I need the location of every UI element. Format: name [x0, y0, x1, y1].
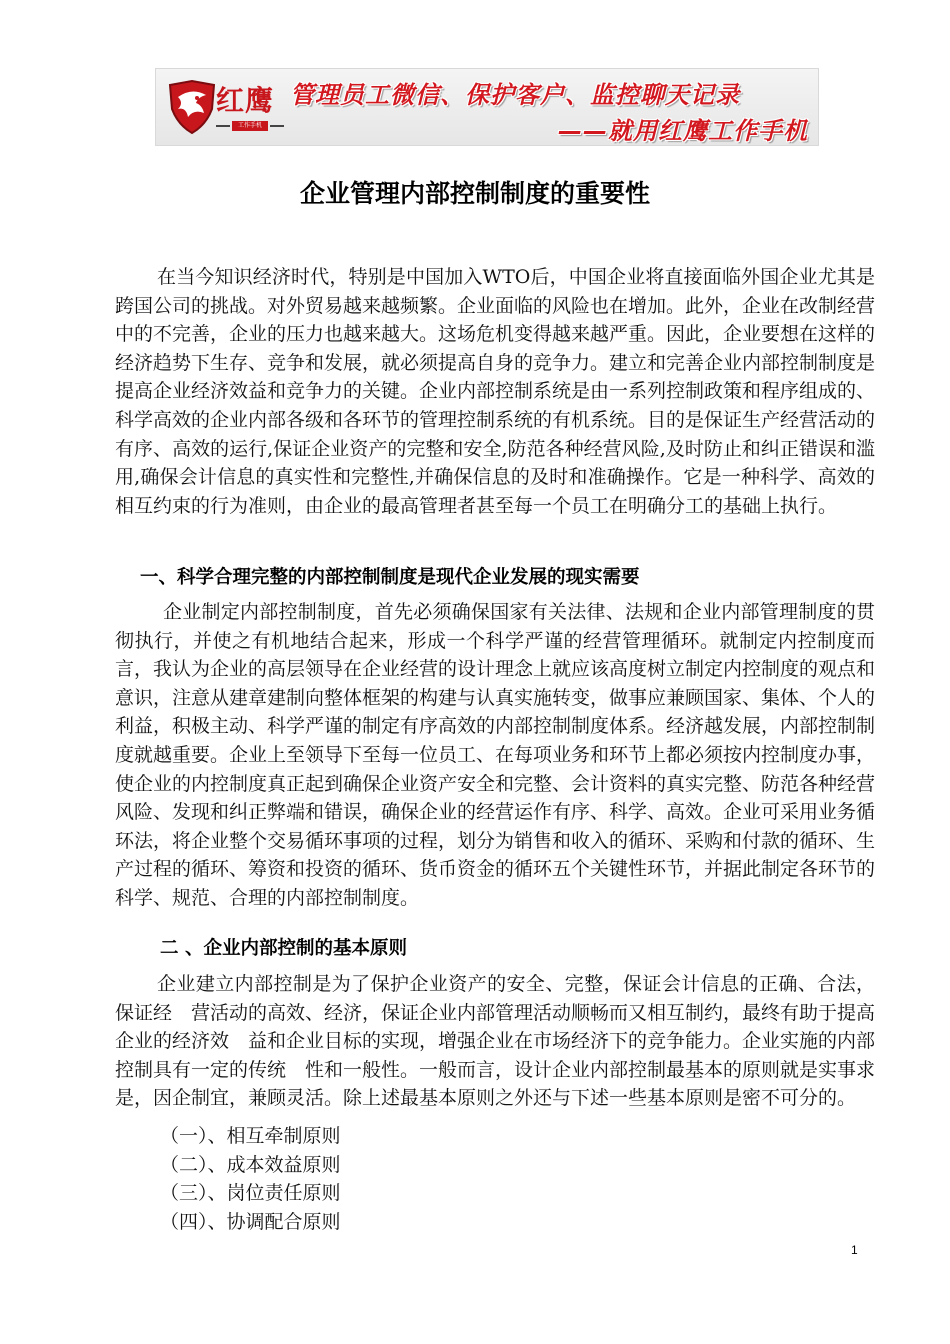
- ad-banner[interactable]: [155, 68, 819, 146]
- principles-list: [160, 1122, 341, 1236]
- section-2-paragraph: 企业建立内部控制是为了保护企业资产的安全、完整，保证会计信息的正确、合法，保证经 营活动的高效、经济，保证企业内部管理活动顺畅而又相互制约，最终有助于提高企业的经济效 益和企业目标的实现，增强企业在市场经济下的竞争能力。企业实施的内部控制具有一定的传统 性和一般性。一般而言，设计企业内部控制最基本的原则就是实事求是，因企制宜，兼顾灵活。除上述最基本原则之外还与下述一些基本原则是密不可分的。: [115, 973, 876, 1110]
- brand-tagline: 工作手机: [232, 121, 268, 131]
- banner-slogan-line2: ——就用红鹰工作手机: [558, 117, 808, 145]
- banner-slogan-line1: 管理员工微信、保护客户、监控聊天记录: [290, 81, 740, 109]
- list-item: （三）、岗位责任原则: [160, 1182, 341, 1205]
- intro-paragraph: 在当今知识经济时代，特别是中国加入WTO后，中国企业将直接面临外国企业尤其是跨国公司的挑战。对外贸易越来越频繁。企业面临的风险也在增加。此外，企业在改制经营中的不完善，企业的压力也越来越大。这场危机变得越来越严重。因此，企业要想在这样的经济趋势下生存、竞争和发展，就必须提高自身的竞争力。建立和完善企业内部控制制度是提高企业经济效益和竞争力的关键。企业内部控制系统是由一系列控制政策和程序组成的、科学高效的企业内部各级和各环节的管理控制系统的有机系统。目的是保证生产经营活动的有序、高效的运行,保证企业资产的完整和安全,防范各种经营风险,及时防止和纠正错误和滥用,确保会计信息的真实性和完整性,并确保信息的及时和准确操作。它是一种科学、高效的相互约束的行为准则，由企业的最高管理者甚至每一个员工在明确分工的基础上执行。: [115, 266, 876, 517]
- list-item: （一）、相互牵制原则: [160, 1125, 341, 1147]
- section-1-heading: 一、科学合理完整的内部控制制度是现代企业发展的现实需要: [140, 567, 640, 588]
- section-1-paragraph: 企业制定内部控制制度，首先必须确保国家有关法律、法规和企业内部管理制度的贯彻执行，并使之有机地结合起来，形成一个科学严谨的经营管理循环。就制定内控制度而言，我认为企业的高层领导在企业经营的设计理念上就应该高度树立制定内控制度的观点和意识，注意从建章建制向整体框架的构建与认真实施转变，做事应兼顾国家、集体、个人的利益，积极主动、科学严谨的制定有序高效的内部控制制度体系。经济越发展，内部控制制度就越重要。企业上至领导下至每一位员工、在每项业务和环节上都必须按内控制度办事，使企业的内控制度真正起到确保企业资产安全和完整、会计资料的真实完整、防范各种经营风险、发现和纠正弊端和错误，确保企业的经营运作有序、科学、高效。企业可采用业务循环法，将企业整个交易循环事项的过程，划分为销售和收入的循环、采购和付款的循环、生产过程的循环、筹资和投资的循环、货币资金的循环五个关键性环节，并据此制定各环节的科学、规范、合理的内部控制制度。: [115, 601, 876, 909]
- brand-tagline-rule: [216, 121, 284, 131]
- eagle-shield-icon: [166, 79, 218, 135]
- list-item: （二）、成本效益原则: [160, 1153, 341, 1176]
- page-number: 1: [851, 1243, 858, 1257]
- brand-name: 红鹰: [216, 84, 275, 117]
- section-2-heading: 二 、企业内部控制的基本原则: [160, 938, 407, 959]
- list-item: （四）、协调配合原则: [160, 1210, 341, 1233]
- document-title: 企业管理内部控制制度的重要性: [299, 179, 650, 208]
